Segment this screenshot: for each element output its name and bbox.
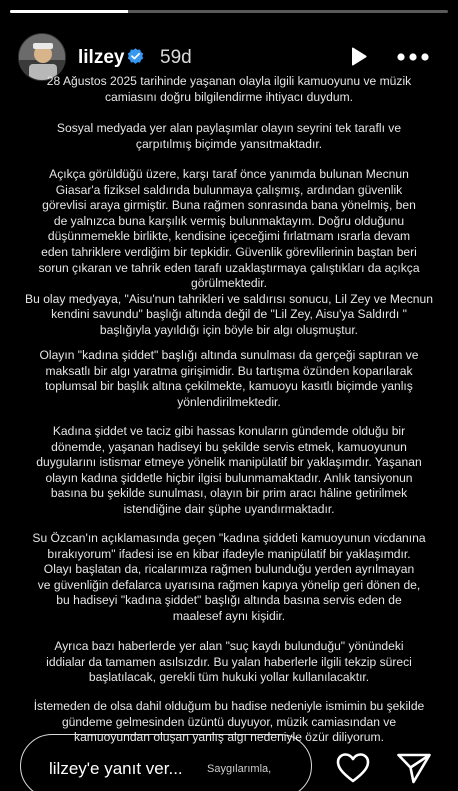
- paragraph: [10, 424, 448, 518]
- text-line: Olayın "kadına şiddet" başlığı altında sunulması da gerçeği saptıran ve: [39, 348, 419, 362]
- signoff-text: Saygılarımla,: [207, 763, 272, 775]
- text-line: bırakıyorum" ifadesi ise en kibar ifadeyle manipülatif bir yaklaşımdır.: [47, 546, 411, 561]
- text-line: Ayrıca bazı haberlerde yer alan "suç kaydı bulunduğu" yönündeki: [54, 639, 404, 653]
- text-line: Su Özcan'ın açıklamasında geçen "kadına şiddeti kamuoyunun vicdanına: [32, 531, 426, 545]
- reply-input[interactable]: [20, 734, 312, 791]
- text-line: toplumsal bir başlık altına çekilmekte, kamuoyu kasıtlı biçimde yanlış: [45, 379, 413, 394]
- text-line: İstemeden de olsa dahil olduğum bu hadise nedeniyle ismimin bu şekilde: [33, 699, 425, 713]
- text-line: Kadına şiddet ve taciz gibi hassas konuların gündemde olduğu bir: [52, 424, 406, 438]
- send-icon[interactable]: [396, 752, 432, 784]
- text-line: Olayı başlatan da, ricalarımıza rağmen bulunduğu yerden ayrılmayan: [43, 562, 415, 577]
- text-line: 28 Ağustos 2025 tarihinde yaşanan olayla ilgili kamuoyunu ve müzik: [46, 74, 412, 88]
- text-line: düşünmemekle birlikte, kendisine içeceğimi fırlatmam ısrarla devam: [47, 229, 411, 244]
- username[interactable]: lilzey: [78, 47, 125, 68]
- play-icon[interactable]: [346, 45, 370, 69]
- text-line: camiasını doğru bilgilendirme ihtiyacı duydum.: [104, 89, 354, 104]
- text-line: istendiğine dair şüphe uyandırmaktadır.: [123, 501, 335, 516]
- paragraph: [10, 348, 448, 410]
- reply-placeholder: lilzey'e yanıt ver...: [49, 759, 183, 778]
- paragraph: [10, 74, 448, 105]
- text-line: kendini savundu" başlığı altında değil de "Lil Zey, Aisu'ya Saldırdı ": [51, 307, 407, 322]
- paragraph: [10, 531, 448, 625]
- text-line: başlatılacak, gerekli tüm hukuki yollar kullanılacaktır.: [88, 670, 370, 685]
- text-line: bu hadiseyi "kadına şiddet" başlığı altında basına servis eden de: [56, 593, 402, 608]
- paragraph: [10, 121, 448, 152]
- more-icon[interactable]: [396, 45, 430, 69]
- text-line: maksatlı bir algı yaratma girişimidir. Bu tartışma özünden koparılarak: [45, 363, 413, 378]
- text-line: Giasar'a fiziksel saldırıda bulunmaya çalışmış, ardından güvenlik: [55, 182, 403, 197]
- text-line: görevlisi araya girmiştir. Buna rağmen sonrasında bana yönelmiş, ben: [42, 198, 416, 213]
- text-line: Sosyal medyada yer alan paylaşımlar olayın seyrini tek taraflı ve: [56, 121, 402, 135]
- text-line: de yalnızca buna karşılık vermiş bulunmaktayım. Doğru olduğunu: [53, 213, 405, 228]
- text-line: Bu olay medyaya, "Aisu'nun tahrikleri ve saldırısı sonucu, Lil Zey ve Mecnun: [25, 291, 433, 306]
- story-progress-bar: [10, 10, 448, 13]
- text-line: olayın kadına şiddetle hiçbir ilgisi bulunmamaktadır. Anlık tansiyonun: [45, 470, 413, 485]
- text-line: eden tahriklere verdiğim bir tepkidir. Güvenlik görevlilerinin baştan beri: [41, 244, 417, 259]
- text-line: basına bu şekilde sunulması, olayın bir prim aracı hâline getirilmek: [50, 486, 408, 501]
- post-time: 59d: [160, 47, 192, 68]
- text-line: sorun çıkaran ve tahrik eden tarafı uzaklaştırmaya çalıştıkları da açıkça: [38, 260, 420, 275]
- paragraph: [10, 639, 448, 686]
- text-line: görülmektedir.: [191, 276, 267, 291]
- text-line: yönlendirilmektedir.: [177, 394, 281, 409]
- text-line: dönemde, yaşanan hadiseyi bu şekilde servis etmek, kamuoyunun: [51, 439, 407, 454]
- text-line: Açıkça görüldüğü üzere, karşı taraf önce yanımda bulunan Mecnun: [49, 167, 409, 181]
- text-line: gündeme gelmesinden üzüntü duyuyor, müzik camiasından ve: [61, 714, 397, 729]
- text-line: çarpıtılmış biçimde yansıtmaktadır.: [135, 136, 323, 151]
- heart-icon[interactable]: [336, 752, 370, 784]
- text-line: başlığıyla yayıldığı için böyle bir algı oluşmuştur.: [99, 322, 359, 337]
- text-line: ve güvenliğin defalarca uyarısına rağmen kapıya yönelip geri dönen de,: [37, 577, 421, 592]
- text-line: duygularını istismar etmeye yönelik manipülatif bir yaklaşımdır. Yaşanan: [36, 455, 422, 470]
- text-line: kamuoyundan oluşan yanlış algı nedeniyle özür diliyorum.: [74, 730, 384, 745]
- verified-badge-icon: [126, 47, 145, 66]
- text-line: iddialar da tamamen asılsızdır. Bu yalan haberlerle ilgili tekzip süreci: [46, 654, 412, 669]
- paragraph: [10, 167, 448, 339]
- text-line: maalesef aynı kişidir.: [172, 608, 286, 623]
- story-progress-fill: [10, 10, 128, 13]
